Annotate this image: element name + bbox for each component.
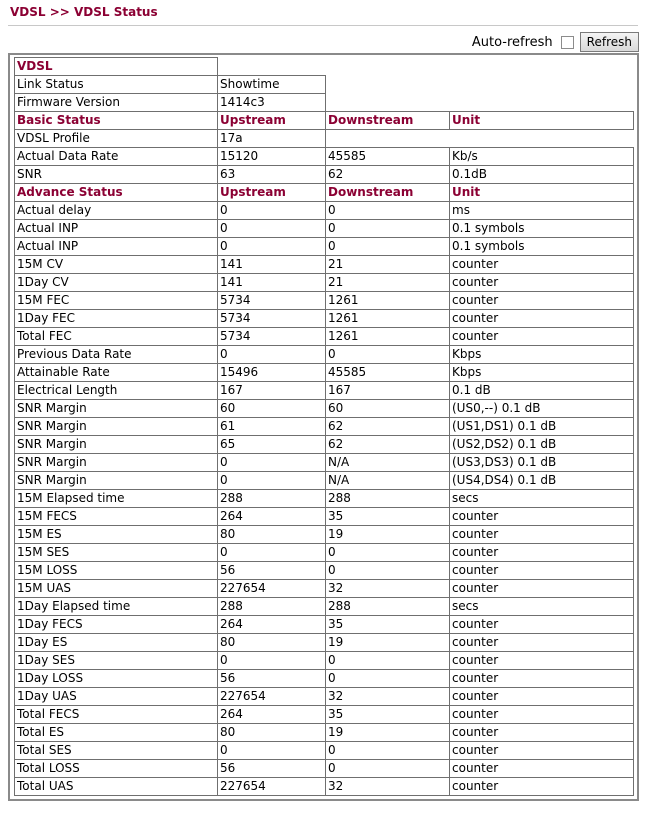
- table-row: [15, 598, 634, 616]
- cell-down: 35: [326, 706, 450, 724]
- cell-name: 15M SES: [15, 544, 218, 562]
- firmware-label: Firmware Version: [15, 94, 218, 112]
- cell-down: 60: [326, 400, 450, 418]
- table-row: [15, 166, 634, 184]
- header-up: Upstream: [218, 184, 326, 202]
- vdsl-profile-label: VDSL Profile: [15, 130, 218, 148]
- table-row: [15, 238, 634, 256]
- table-row: [15, 418, 634, 436]
- cell-unit: counter: [450, 760, 634, 778]
- cell-unit: counter: [450, 580, 634, 598]
- cell-name: 15M FEC: [15, 292, 218, 310]
- header-down: Downstream: [326, 184, 450, 202]
- cell-down: 0: [326, 346, 450, 364]
- header-unit: Unit: [450, 184, 634, 202]
- cell-name: 1Day SES: [15, 652, 218, 670]
- table-row: [15, 580, 634, 598]
- table-row: [15, 364, 634, 382]
- cell-name: Previous Data Rate: [15, 346, 218, 364]
- cell-unit: 0.1 dB: [450, 382, 634, 400]
- cell-name: Total UAS: [15, 778, 218, 796]
- cell-up: 141: [218, 256, 326, 274]
- cell-down: 1261: [326, 292, 450, 310]
- table-row: [15, 148, 634, 166]
- cell-name: 15M ES: [15, 526, 218, 544]
- cell-name: SNR Margin: [15, 472, 218, 490]
- cell-unit: (US2,DS2) 0.1 dB: [450, 436, 634, 454]
- cell-down: 0: [326, 652, 450, 670]
- section-title-row: [15, 58, 634, 76]
- cell-name: SNR: [15, 166, 218, 184]
- table-row: [15, 760, 634, 778]
- breadcrumb: VDSL >> VDSL Status: [10, 5, 158, 19]
- table-row: [15, 346, 634, 364]
- cell-up: 0: [218, 346, 326, 364]
- cell-down: 0: [326, 202, 450, 220]
- cell-up: 56: [218, 670, 326, 688]
- cell-name: SNR Margin: [15, 454, 218, 472]
- cell-unit: 0.1 symbols: [450, 220, 634, 238]
- cell-name: 15M FECS: [15, 508, 218, 526]
- section-title: VDSL: [15, 58, 218, 76]
- cell-up: 288: [218, 490, 326, 508]
- table-row: [15, 724, 634, 742]
- cell-up: 60: [218, 400, 326, 418]
- cell-unit: Kb/s: [450, 148, 634, 166]
- cell-name: 15M Elapsed time: [15, 490, 218, 508]
- cell-down: 1261: [326, 328, 450, 346]
- cell-down: 45585: [326, 364, 450, 382]
- cell-up: 5734: [218, 328, 326, 346]
- status-panel: [8, 53, 639, 801]
- cell-down: 62: [326, 418, 450, 436]
- cell-name: 1Day LOSS: [15, 670, 218, 688]
- cell-unit: counter: [450, 634, 634, 652]
- cell-down: 19: [326, 724, 450, 742]
- cell-down: 32: [326, 778, 450, 796]
- cell-unit: counter: [450, 310, 634, 328]
- cell-up: 0: [218, 472, 326, 490]
- cell-name: Actual INP: [15, 220, 218, 238]
- table-row: [15, 436, 634, 454]
- cell-up: 227654: [218, 580, 326, 598]
- cell-up: 227654: [218, 778, 326, 796]
- cell-unit: counter: [450, 742, 634, 760]
- auto-refresh-label: Auto-refresh: [471, 34, 553, 50]
- cell-name: Actual Data Rate: [15, 148, 218, 166]
- cell-unit: counter: [450, 544, 634, 562]
- cell-name: SNR Margin: [15, 400, 218, 418]
- cell-unit: counter: [450, 508, 634, 526]
- cell-up: 5734: [218, 292, 326, 310]
- cell-up: 0: [218, 544, 326, 562]
- cell-up: 63: [218, 166, 326, 184]
- cell-up: 0: [218, 238, 326, 256]
- table-row: [15, 634, 634, 652]
- cell-unit: counter: [450, 706, 634, 724]
- cell-name: SNR Margin: [15, 418, 218, 436]
- cell-unit: counter: [450, 274, 634, 292]
- cell-unit: (US0,--) 0.1 dB: [450, 400, 634, 418]
- cell-down: 19: [326, 634, 450, 652]
- table-row: [15, 652, 634, 670]
- link-status-label: Link Status: [15, 76, 218, 94]
- table-row: [15, 670, 634, 688]
- cell-name: 15M UAS: [15, 580, 218, 598]
- table-row: [15, 490, 634, 508]
- basic-status-header: [15, 112, 634, 130]
- cell-unit: counter: [450, 256, 634, 274]
- cell-name: 1Day CV: [15, 274, 218, 292]
- table-row: [15, 220, 634, 238]
- cell-up: 80: [218, 634, 326, 652]
- cell-up: 167: [218, 382, 326, 400]
- cell-up: 227654: [218, 688, 326, 706]
- table-row: [15, 706, 634, 724]
- cell-up: 80: [218, 526, 326, 544]
- cell-unit: counter: [450, 670, 634, 688]
- cell-down: 21: [326, 274, 450, 292]
- cell-name: 1Day UAS: [15, 688, 218, 706]
- cell-name: 1Day ES: [15, 634, 218, 652]
- cell-name: Total FEC: [15, 328, 218, 346]
- cell-name: Total LOSS: [15, 760, 218, 778]
- cell-up: 288: [218, 598, 326, 616]
- vdsl-profile-row: [15, 130, 634, 148]
- cell-down: 0: [326, 670, 450, 688]
- cell-name: Actual INP: [15, 238, 218, 256]
- cell-up: 0: [218, 454, 326, 472]
- cell-up: 264: [218, 616, 326, 634]
- cell-unit: (US1,DS1) 0.1 dB: [450, 418, 634, 436]
- cell-down: 0: [326, 742, 450, 760]
- cell-unit: 0.1dB: [450, 166, 634, 184]
- cell-down: 0: [326, 562, 450, 580]
- vdsl-status-table: [14, 57, 634, 796]
- auto-refresh-checkbox[interactable]: [561, 36, 574, 49]
- advance-status-header: [15, 184, 634, 202]
- table-row: [15, 310, 634, 328]
- cell-unit: 0.1 symbols: [450, 238, 634, 256]
- header-divider: [8, 25, 638, 26]
- cell-up: 56: [218, 760, 326, 778]
- cell-unit: counter: [450, 526, 634, 544]
- cell-unit: counter: [450, 778, 634, 796]
- table-row: [15, 472, 634, 490]
- vdsl-profile-value: 17a: [218, 130, 326, 148]
- cell-up: 15496: [218, 364, 326, 382]
- cell-down: 19: [326, 526, 450, 544]
- cell-unit: Kbps: [450, 346, 634, 364]
- cell-down: 0: [326, 238, 450, 256]
- table-row: [15, 382, 634, 400]
- cell-name: Total FECS: [15, 706, 218, 724]
- cell-unit: (US4,DS4) 0.1 dB: [450, 472, 634, 490]
- cell-down: 288: [326, 598, 450, 616]
- table-row: [15, 742, 634, 760]
- cell-name: SNR Margin: [15, 436, 218, 454]
- cell-up: 0: [218, 202, 326, 220]
- table-row: [15, 202, 634, 220]
- cell-unit: Kbps: [450, 364, 634, 382]
- cell-down: 32: [326, 580, 450, 598]
- cell-down: 62: [326, 436, 450, 454]
- cell-unit: counter: [450, 724, 634, 742]
- cell-up: 0: [218, 220, 326, 238]
- basic-downstream-header: Downstream: [326, 112, 450, 130]
- basic-unit-header: Unit: [450, 112, 634, 130]
- table-row: [15, 544, 634, 562]
- table-row: [15, 616, 634, 634]
- cell-up: 65: [218, 436, 326, 454]
- table-row: [15, 400, 634, 418]
- table-row: [15, 778, 634, 796]
- cell-name: 1Day FECS: [15, 616, 218, 634]
- cell-name: Actual delay: [15, 202, 218, 220]
- cell-up: 264: [218, 706, 326, 724]
- cell-down: 21: [326, 256, 450, 274]
- cell-down: 32: [326, 688, 450, 706]
- cell-unit: counter: [450, 562, 634, 580]
- cell-down: 62: [326, 166, 450, 184]
- cell-up: 0: [218, 652, 326, 670]
- table-row: [15, 454, 634, 472]
- cell-name: Total ES: [15, 724, 218, 742]
- cell-up: 56: [218, 562, 326, 580]
- link-status-row: [15, 76, 634, 94]
- cell-up: 80: [218, 724, 326, 742]
- cell-down: 35: [326, 508, 450, 526]
- cell-name: Total SES: [15, 742, 218, 760]
- table-row: [15, 526, 634, 544]
- cell-down: 0: [326, 760, 450, 778]
- cell-unit: counter: [450, 616, 634, 634]
- table-row: [15, 562, 634, 580]
- firmware-value: 1414c3: [218, 94, 326, 112]
- table-row: [15, 292, 634, 310]
- cell-down: 0: [326, 544, 450, 562]
- cell-up: 264: [218, 508, 326, 526]
- cell-up: 141: [218, 274, 326, 292]
- refresh-button[interactable]: Refresh: [580, 32, 639, 52]
- basic-status-title: Basic Status: [15, 112, 218, 130]
- cell-unit: ms: [450, 202, 634, 220]
- cell-unit: counter: [450, 292, 634, 310]
- cell-name: 15M LOSS: [15, 562, 218, 580]
- cell-down: 167: [326, 382, 450, 400]
- cell-unit: counter: [450, 328, 634, 346]
- table-row: [15, 274, 634, 292]
- cell-down: 0: [326, 220, 450, 238]
- cell-down: 288: [326, 490, 450, 508]
- cell-down: 35: [326, 616, 450, 634]
- table-row: [15, 688, 634, 706]
- cell-unit: counter: [450, 688, 634, 706]
- cell-name: 1Day FEC: [15, 310, 218, 328]
- cell-down: 1261: [326, 310, 450, 328]
- table-row: [15, 328, 634, 346]
- cell-name: 1Day Elapsed time: [15, 598, 218, 616]
- cell-up: 61: [218, 418, 326, 436]
- cell-down: 45585: [326, 148, 450, 166]
- cell-unit: secs: [450, 490, 634, 508]
- basic-upstream-header: Upstream: [218, 112, 326, 130]
- cell-unit: counter: [450, 652, 634, 670]
- header-name: Advance Status: [15, 184, 218, 202]
- cell-name: Electrical Length: [15, 382, 218, 400]
- table-row: [15, 256, 634, 274]
- link-status-value: Showtime: [218, 76, 326, 94]
- cell-up: 0: [218, 742, 326, 760]
- cell-down: N/A: [326, 472, 450, 490]
- cell-down: N/A: [326, 454, 450, 472]
- cell-name: 15M CV: [15, 256, 218, 274]
- toolbar: [472, 32, 639, 52]
- cell-name: Attainable Rate: [15, 364, 218, 382]
- firmware-row: [15, 94, 634, 112]
- cell-up: 5734: [218, 310, 326, 328]
- cell-unit: secs: [450, 598, 634, 616]
- cell-unit: (US3,DS3) 0.1 dB: [450, 454, 634, 472]
- cell-up: 15120: [218, 148, 326, 166]
- table-row: [15, 508, 634, 526]
